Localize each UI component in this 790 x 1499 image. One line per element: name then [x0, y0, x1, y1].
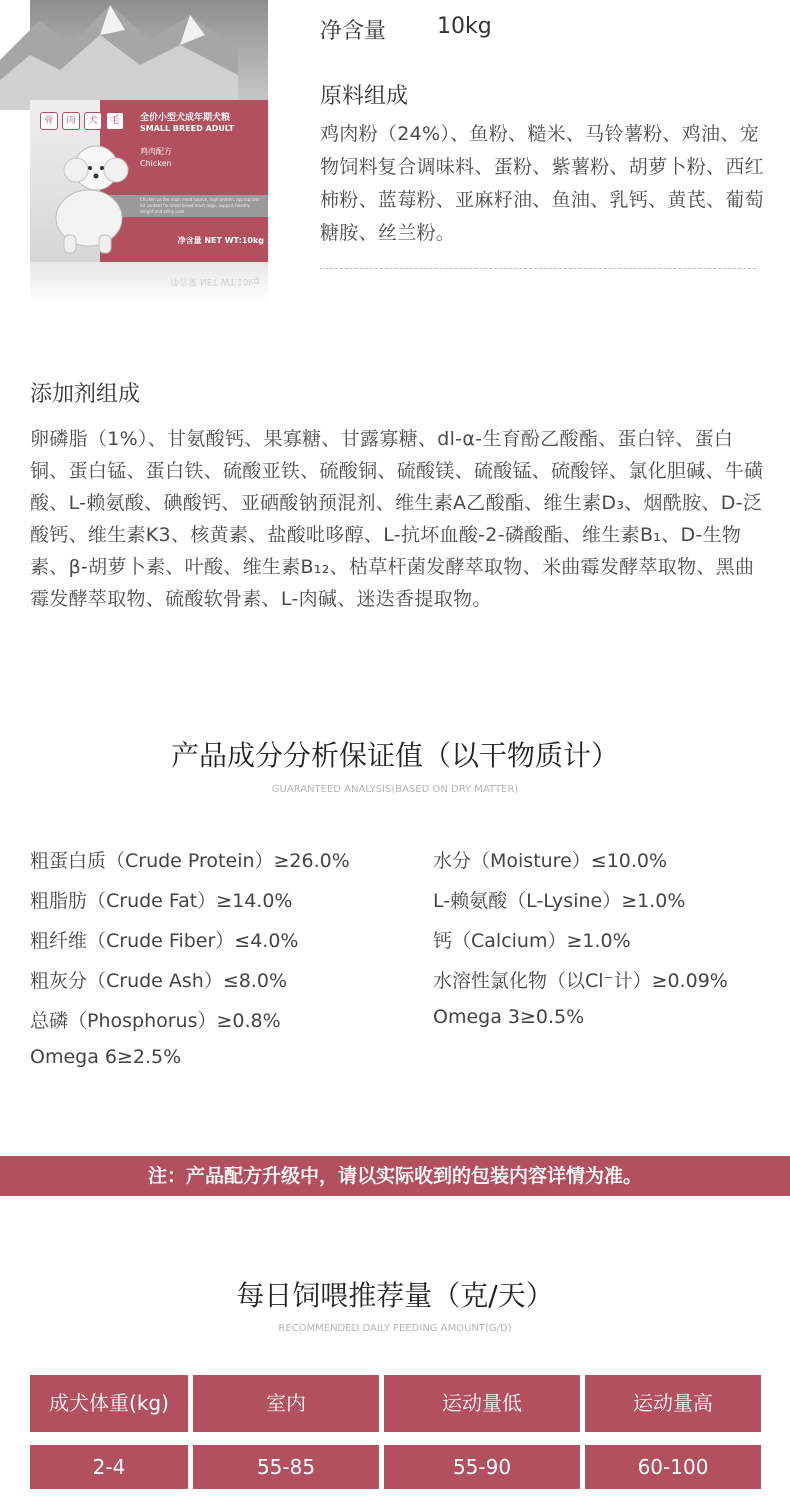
- analysis-item-omega6: Omega 6≥2.5%: [30, 1046, 182, 1068]
- bag-reflection-text: 净含量 NET WT:10kg: [170, 276, 260, 286]
- table-cell-high-activity: 60-100: [585, 1445, 761, 1489]
- analysis-item-moisture: 水分（Moisture）≤10.0%: [433, 850, 668, 872]
- bag-fine-print: Chicken as the main meat source, high protein, appropriate fat content for small breed adult dogs, support healthy weight and shiny coat.: [140, 197, 260, 214]
- bag-feature-badges: [40, 112, 132, 132]
- analysis-item-calcium: 钙（Calcium）≥1.0%: [433, 930, 631, 952]
- analysis-item-protein: 粗蛋白质（Crude Protein）≥26.0%: [30, 850, 350, 872]
- formula-note-banner: 注：产品配方升级中，请以实际收到的包装内容详情为准。: [0, 1156, 790, 1196]
- additives-text: 卵磷脂（1%）、甘氨酸钙、果寡糖、甘露寡糖、dl-α-生育酚乙酸酯、蛋白锌、蛋白铜、蛋白锰、蛋白铁、硫酸亚铁、硫酸铜、硫酸镁、硫酸锰、硫酸锌、氯化胆碱、牛磺酸、L-赖氨酸、碘酸钙、亚硒酸钠预混剂、维生素A乙酸酯、维生素D₃、烟酰胺、D-泛酸钙、维生素K3、核黄素、盐酸吡哆醇、L-抗坏血酸-2-磷酸酯、维生素B₁、D-生物素、β-胡萝卜素、叶酸、维生素B₁₂、枯草杆菌发酵萃取物、米曲霉发酵萃取物、黑曲霉发酵萃取物、硫酸软骨素、L-肉碱、迷迭香提取物。: [30, 428, 764, 610]
- raw-materials-title: 原料组成: [320, 84, 409, 109]
- net-weight-value: 10kg: [437, 14, 492, 39]
- analysis-title: 产品成分分析保证值（以干物质计）: [170, 739, 619, 772]
- table-cell-indoor: 55-85: [193, 1445, 379, 1489]
- table-cell-weight: 2-4: [30, 1445, 188, 1489]
- bag-title-en: SMALL BREED ADULT: [140, 124, 235, 133]
- bag-mountain-illustration: [0, 0, 238, 110]
- analysis-item-ash: 粗灰分（Crude Ash）≤8.0%: [30, 970, 288, 992]
- dog-badge-icon: 犬: [84, 112, 102, 130]
- analysis-item-phosphorus: 总磷（Phosphorus）≥0.8%: [30, 1010, 281, 1032]
- bag-flavor-en: Chicken: [140, 159, 172, 168]
- coat-badge-icon: 毛: [106, 112, 124, 130]
- dog-illustration: [44, 140, 134, 255]
- raw-materials-text: 鸡肉粉（24%）、鱼粉、糙米、马铃薯粉、鸡油、宠物饲料复合调味料、蛋粉、紫薯粉、胡萝卜粉、西红柿粉、蓝莓粉、亚麻籽油、鱼油、乳钙、黄芪、葡萄糖胺、丝兰粉。: [320, 123, 764, 244]
- additives-title: 添加剂组成: [30, 382, 141, 407]
- analysis-item-chloride: 水溶性氯化物（以Cl⁻计）≥0.09%: [433, 970, 728, 992]
- table-header-indoor: 室内: [193, 1375, 379, 1432]
- table-cell-low-activity: 55-90: [384, 1445, 580, 1489]
- bag-net-weight: 净含量 NET WT:10kg: [177, 236, 264, 245]
- analysis-item-fiber: 粗纤维（Crude Fiber）≤4.0%: [30, 930, 299, 952]
- feeding-subtitle: RECOMMENDED DAILY FEEDING AMOUNT(G/D): [278, 1323, 512, 1334]
- bone-badge-icon: 骨: [40, 112, 58, 130]
- analysis-item-lysine: L-赖氨酸（L-Lysine）≥1.0%: [433, 890, 686, 912]
- meat-badge-icon: 肉: [62, 112, 80, 130]
- table-header-high-activity: 运动量高: [585, 1375, 761, 1432]
- table-header-low-activity: 运动量低: [384, 1375, 580, 1432]
- feeding-title: 每日饲喂推荐量（克/天）: [236, 1279, 554, 1312]
- analysis-item-fat: 粗脂肪（Crude Fat）≥14.0%: [30, 890, 293, 912]
- net-weight-label: 净含量: [320, 19, 387, 44]
- analysis-subtitle: GUARANTEED ANALYSIS(BASED ON DRY MATTER): [271, 784, 519, 795]
- dashed-divider: [320, 268, 756, 269]
- table-header-weight: 成犬体重(kg): [30, 1375, 188, 1432]
- bag-flavor-cn: 鸡肉配方: [140, 147, 172, 156]
- bag-title-cn: 全价小型犬成年期犬粮: [140, 113, 231, 123]
- analysis-item-omega3: Omega 3≥0.5%: [433, 1006, 585, 1028]
